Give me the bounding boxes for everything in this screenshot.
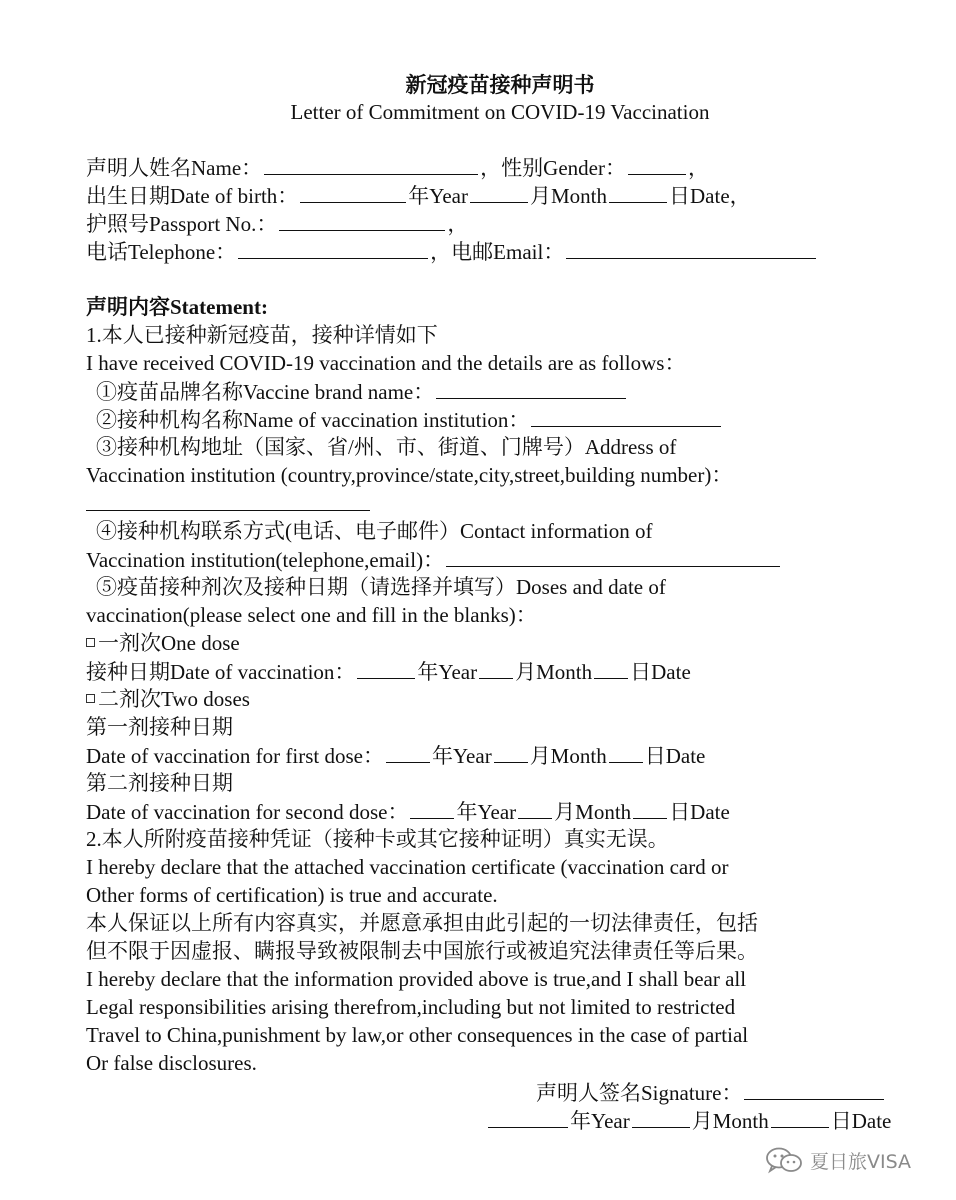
punctuation: ，: [687, 156, 709, 180]
first-dose-label: Date of vaccination for first dose：: [86, 744, 384, 768]
statement-heading-en: Statement:: [170, 295, 268, 319]
dob-date-blank[interactable]: [609, 181, 667, 203]
first-dose-month-blank[interactable]: [494, 741, 528, 763]
name-label: 声明人姓名Name：: [86, 156, 263, 180]
address-line-1: ③接种机构地址（国家、省/州、市、街道、门牌号）Address of: [96, 435, 677, 459]
brand-line: [86, 377, 886, 405]
contact-info-line-1: ④接种机构联系方式(电话、电子邮件）Contact information of: [96, 519, 653, 543]
year-label: 年Year: [408, 184, 468, 208]
email-blank[interactable]: [566, 237, 816, 259]
guarantee-cn-1: 本人保证以上所有内容真实，并愿意承担由此引起的一切法律责任，包括: [86, 911, 758, 935]
dob-line: [86, 181, 886, 209]
date-label: 日Date: [630, 660, 691, 684]
second-dose-date-line: [86, 797, 886, 825]
watermark: [764, 1146, 911, 1174]
form-body: [86, 153, 886, 1077]
year-label: 年Year: [570, 1109, 630, 1133]
telephone-label: 电话Telephone：: [86, 240, 237, 264]
signature-year-blank[interactable]: [488, 1106, 568, 1128]
one-dose-label: 一剂次One dose: [98, 631, 240, 655]
institution-blank[interactable]: [531, 405, 721, 427]
brand-blank[interactable]: [436, 377, 626, 399]
contact-line: [86, 237, 886, 265]
month-label: 月Month: [515, 660, 593, 684]
punctuation: ，: [447, 212, 469, 236]
email-label: ，电邮Email：: [430, 240, 565, 264]
date-label: 日Date: [644, 744, 706, 768]
brand-label: ①疫苗品牌名称Vaccine brand name：: [96, 380, 435, 404]
year-label: 年Year: [456, 800, 517, 824]
signature-label: 声明人签名Signature：: [536, 1081, 743, 1105]
signature-month-blank[interactable]: [632, 1106, 690, 1128]
doses-line-1: ⑤疫苗接种剂次及接种日期（请选择并填写）Doses and date of: [96, 575, 666, 599]
one-dose-year-blank[interactable]: [357, 657, 415, 679]
address-line-2: Vaccination institution (country,province/state,city,street,building number)：: [86, 463, 733, 487]
guarantee-en-3: Travel to China,punishment by law,or other consequences in the case of partial: [86, 1023, 749, 1047]
contact-info-line-2: [86, 545, 886, 573]
statement-heading-cn: 声明内容: [86, 295, 170, 319]
dob-month-blank[interactable]: [470, 181, 528, 203]
month-label: 月Month: [691, 1109, 769, 1133]
title-english: Letter of Commitment on COVID-19 Vaccination: [290, 100, 710, 124]
signature-date-blank[interactable]: [771, 1106, 829, 1128]
punctuation: ，: [729, 184, 751, 208]
one-dose-month-blank[interactable]: [479, 657, 513, 679]
two-doses-checkbox[interactable]: [86, 694, 95, 703]
year-label: 年Year: [431, 744, 492, 768]
institution-label: ②接种机构名称Name of vaccination institution：: [96, 408, 530, 432]
passport-blank[interactable]: [279, 209, 445, 231]
signature-date-line: [486, 1106, 891, 1135]
first-dose-cn: 第一剂接种日期: [86, 715, 233, 739]
name-blank[interactable]: [264, 153, 478, 175]
watermark-text: 夏日旅VISA: [810, 1150, 912, 1173]
second-dose-month-blank[interactable]: [518, 797, 552, 819]
wechat-icon: [764, 1146, 804, 1174]
second-dose-year-blank[interactable]: [410, 797, 454, 819]
address-blank[interactable]: [86, 489, 370, 511]
telephone-blank[interactable]: [238, 237, 428, 259]
second-dose-date-blank[interactable]: [633, 797, 667, 819]
one-dose-checkbox[interactable]: [86, 638, 95, 647]
passport-line: [86, 209, 886, 237]
passport-label: 护照号Passport No.：: [86, 212, 278, 236]
guarantee-cn-2: 但不限于因虚报、瞒报导致被限制去中国旅行或被追究法律责任等后果。: [86, 939, 758, 963]
one-dose-date-blank[interactable]: [594, 657, 628, 679]
date-label: 日Date: [669, 184, 730, 208]
item1-en: I have received COVID-19 vaccination and the details are as follows：: [86, 351, 686, 375]
date-label: 日Date: [669, 800, 730, 824]
title-chinese: 新冠疫苗接种声明书: [405, 73, 595, 97]
two-doses-option[interactable]: [86, 685, 886, 713]
item1-cn: 1.本人已接种新冠疫苗，接种详情如下: [86, 323, 438, 347]
institution-line: [86, 405, 886, 433]
second-dose-label: Date of vaccination for second dose：: [86, 800, 409, 824]
contact-info-blank[interactable]: [446, 545, 780, 567]
one-dose-date-label: 接种日期Date of vaccination：: [86, 660, 356, 684]
signature-line: [536, 1078, 886, 1107]
dob-year-blank[interactable]: [300, 181, 406, 203]
contact-info-label: Vaccination institution(telephone,email)：: [86, 548, 445, 572]
doses-line-2: vaccination(please select one and fill in the blanks)：: [86, 603, 537, 627]
gender-label: ，性别Gender：: [480, 156, 626, 180]
first-dose-date-blank[interactable]: [609, 741, 643, 763]
name-gender-line: [86, 153, 886, 181]
guarantee-en-1: I hereby declare that the information provided above is true,and I shall bear all: [86, 967, 747, 991]
address-blank-line: [86, 489, 886, 517]
guarantee-en-2: Legal responsibilities arising therefrom,including but not limited to restricted: [86, 995, 736, 1019]
month-label: 月Month: [554, 800, 632, 824]
date-label: 日Date: [830, 1109, 892, 1133]
two-doses-label: 二剂次Two doses: [98, 687, 250, 711]
statement-heading: [86, 293, 886, 321]
month-label: 月Month: [530, 184, 608, 208]
item2-en-1: I hereby declare that the attached vaccination certificate (vaccination card or: [86, 855, 729, 879]
year-label: 年Year: [417, 660, 478, 684]
one-dose-option[interactable]: [86, 629, 886, 657]
first-dose-year-blank[interactable]: [386, 741, 430, 763]
first-dose-date-line: [86, 741, 886, 769]
dob-label: 出生日期Date of birth：: [86, 184, 299, 208]
second-dose-cn: 第二剂接种日期: [86, 771, 233, 795]
guarantee-en-4: Or false disclosures.: [86, 1051, 257, 1075]
item2-en-2: Other forms of certification) is true and accurate.: [86, 883, 498, 907]
signature-blank[interactable]: [744, 1078, 884, 1100]
gender-blank[interactable]: [628, 153, 686, 175]
month-label: 月Month: [529, 744, 607, 768]
item2-cn: 2.本人所附疫苗接种凭证（接种卡或其它接种证明）真实无误。: [86, 827, 669, 851]
one-dose-date-line: [86, 657, 886, 685]
